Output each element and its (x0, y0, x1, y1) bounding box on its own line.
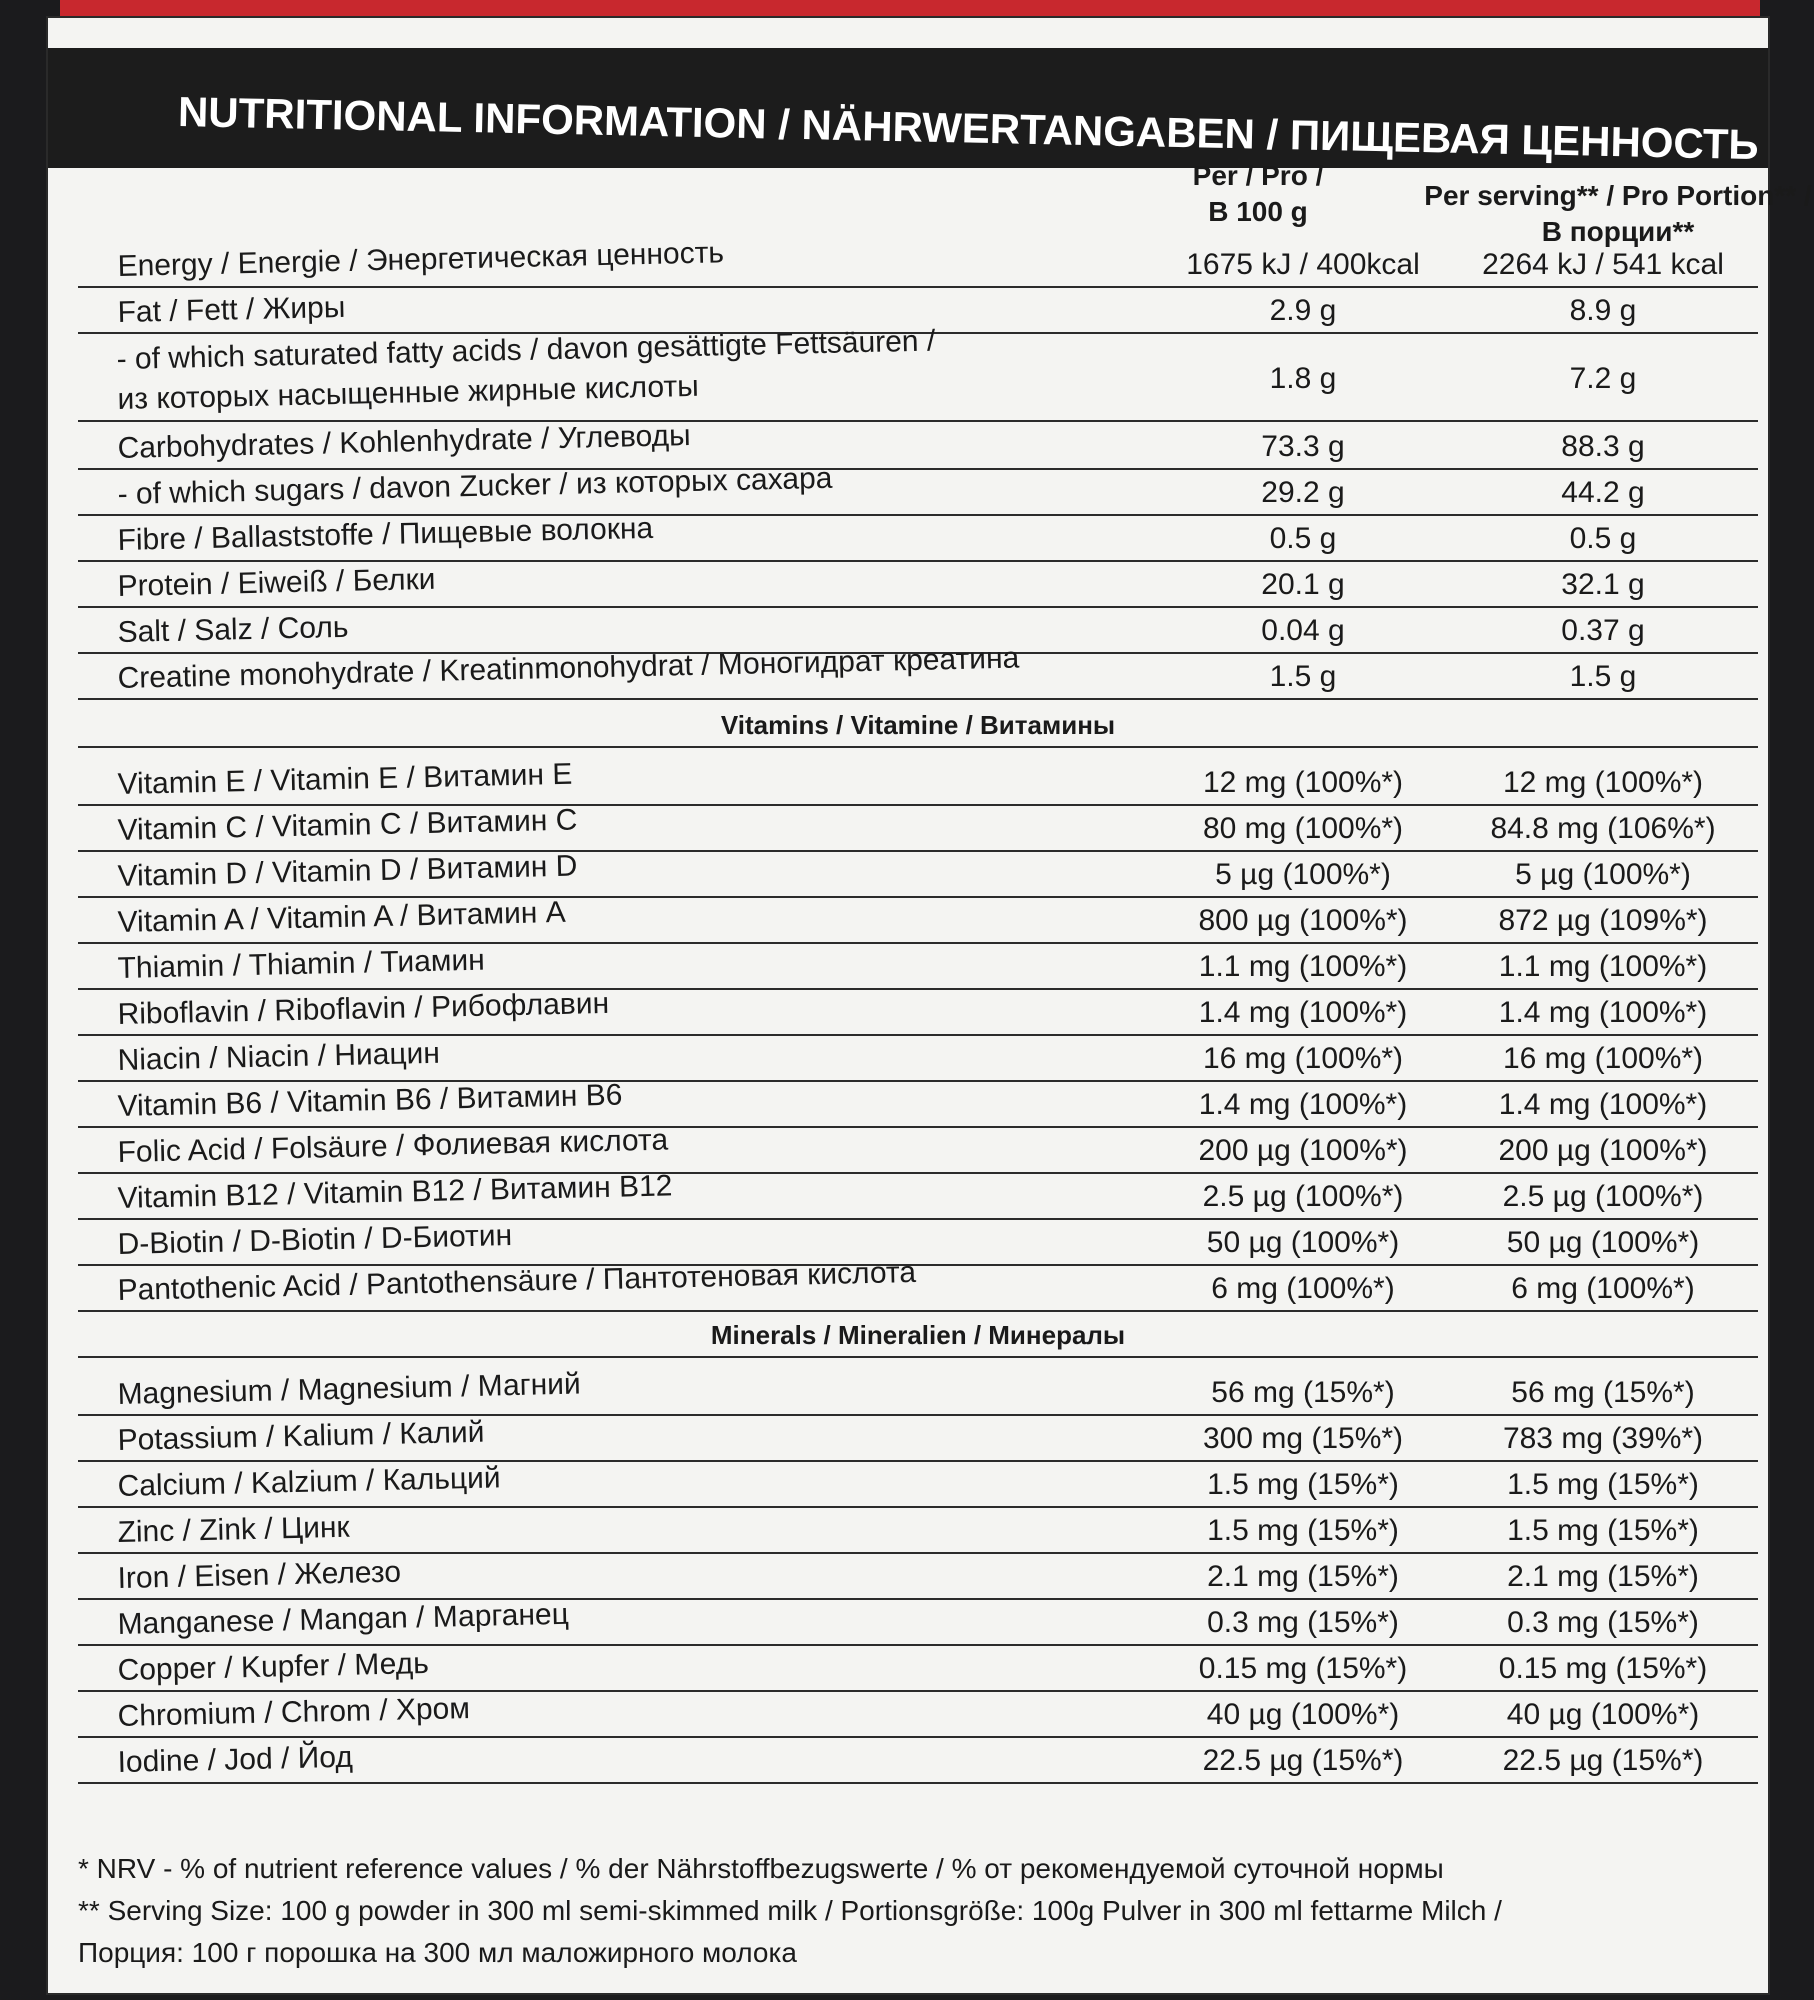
nutrient-label: Energy / Energie / Энергетическая ценность (117, 236, 725, 284)
footnote-nrv: * NRV - % of nutrient reference values / % der Nährstoffbezugswerte / % от рекомендуемой суточной нормы (78, 1853, 1444, 1884)
value-per-100g: 20.1 g (1261, 568, 1345, 601)
table-row (78, 511, 1758, 562)
value-per-serving: 6 mg (100%*) (1511, 1272, 1695, 1305)
table-row (78, 1552, 1758, 1600)
table-row (78, 1169, 1758, 1220)
table-row (78, 1123, 1758, 1174)
value-per-serving: 1.4 mg (100%*) (1498, 996, 1708, 1029)
value-per-100g: 1.5 mg (15%*) (1207, 1468, 1399, 1501)
value-per-serving: 0.5 g (1569, 522, 1637, 555)
nutrient-label: Fat / Fett / Жиры (117, 290, 346, 330)
value-per-100g: 800 µg (100%*) (1198, 904, 1408, 937)
footnote-serving-size-ru: Порция: 100 г порошка на 300 мл маложирного молока (78, 1937, 797, 1968)
table-row (78, 1080, 1758, 1128)
value-per-serving: 22.5 µg (15%*) (1502, 1744, 1704, 1777)
table-row (78, 850, 1758, 898)
value-per-100g: 5 µg (100%*) (1215, 858, 1391, 891)
value-per-serving: 872 µg (109%*) (1498, 904, 1708, 937)
value-per-serving: 1.5 mg (15%*) (1507, 1514, 1699, 1547)
table-row (78, 1460, 1758, 1508)
value-per-100g: 56 mg (15%*) (1211, 1376, 1395, 1409)
nutrient-label: Protein / Eiweiß / Белки (117, 562, 436, 604)
value-per-100g: 1675 kJ / 400kcal (1186, 248, 1420, 281)
nutrient-label: Carbohydrates / Kohlenhydrate / Углеводы (117, 419, 691, 466)
value-per-serving: 16 mg (100%*) (1502, 1042, 1704, 1075)
table-row (78, 324, 1758, 422)
table-row (78, 942, 1758, 990)
table-row (78, 896, 1758, 944)
table-row (78, 560, 1758, 608)
value-per-serving: 56 mg (15%*) (1511, 1376, 1695, 1409)
value-per-100g: 300 mg (15%*) (1202, 1422, 1404, 1455)
table-row (78, 1506, 1758, 1554)
column-header-per-100g (1188, 158, 1328, 230)
nutrient-label: Zinc / Zink / Цинк (117, 1510, 350, 1550)
value-per-100g: 22.5 µg (15%*) (1202, 1744, 1404, 1777)
value-per-100g: 0.04 g (1261, 614, 1345, 647)
value-per-serving: 50 µg (100%*) (1506, 1226, 1700, 1259)
table-row (78, 1690, 1758, 1738)
value-per-100g: 1.5 g (1269, 660, 1337, 693)
table-row (78, 461, 1758, 516)
value-per-serving: 7.2 g (1569, 362, 1637, 395)
value-per-serving: 200 µg (100%*) (1498, 1134, 1708, 1167)
value-per-serving: 8.9 g (1569, 294, 1637, 327)
nutrient-label: Iodine / Jod / Йод (117, 1740, 354, 1780)
value-per-serving: 2264 kJ / 541 kcal (1482, 248, 1724, 281)
table-row (78, 804, 1758, 852)
nutrient-label: Manganese / Mangan / Марганец (117, 1597, 570, 1642)
column-header-per-serving-line1: Per serving** / Pro Portion** / (1424, 180, 1812, 211)
value-per-serving: 1.4 mg (100%*) (1498, 1088, 1708, 1121)
value-per-100g: 0.5 g (1269, 522, 1337, 555)
table-row (78, 988, 1758, 1036)
value-per-100g: 12 mg (100%*) (1202, 766, 1404, 799)
value-per-100g: 50 µg (100%*) (1206, 1226, 1400, 1259)
nutrient-label: Calcium / Kalzium / Кальций (117, 1461, 501, 1504)
nutrient-label: Vitamin B6 / Vitamin B6 / Витамин B6 (117, 1078, 623, 1124)
nutrient-label: Potassium / Kalium / Калий (117, 1415, 485, 1458)
table-row (78, 236, 1758, 288)
value-per-serving: 88.3 g (1561, 430, 1645, 463)
value-per-100g: 1.4 mg (100%*) (1198, 996, 1408, 1029)
value-per-100g: 1.1 mg (100%*) (1198, 950, 1408, 983)
nutrient-label: Chromium / Chrom / Хром (117, 1692, 471, 1734)
value-per-serving: 2.5 µg (100%*) (1502, 1180, 1704, 1213)
value-per-serving: 783 mg (39%*) (1502, 1422, 1704, 1455)
value-per-100g: 0.15 mg (15%*) (1198, 1652, 1408, 1685)
value-per-serving: 0.15 mg (15%*) (1498, 1652, 1708, 1685)
value-per-100g: 2.9 g (1269, 294, 1337, 327)
nutrient-label: - of which sugars / davon Zucker / из которых сахара (117, 461, 833, 512)
value-per-100g: 29.2 g (1261, 476, 1345, 509)
nutrient-label: Folic Acid / Folsäure / Фолиевая кислота (117, 1123, 669, 1170)
nutrient-label: Iron / Eisen / Железо (117, 1555, 402, 1596)
page-title: NUTRITIONAL INFORMATION / NÄHRWERTANGABEN / ПИЩЕВАЯ ЦЕННОСТЬ (177, 88, 1760, 169)
nutrition-panel (48, 18, 1812, 1993)
nutrient-label: Vitamin B12 / Vitamin B12 / Витамин B12 (117, 1169, 673, 1216)
nutrient-label: Riboflavin / Riboflavin / Рибофлавин (117, 986, 610, 1032)
nutrient-label: Vitamin A / Vitamin A / Витамин A (117, 895, 567, 940)
value-per-serving: 32.1 g (1561, 568, 1645, 601)
nutrient-label: Niacin / Niacin / Ниацин (117, 1036, 441, 1078)
column-header-per-serving-line2: В порции** (1541, 216, 1695, 247)
value-per-100g: 200 µg (100%*) (1198, 1134, 1408, 1167)
value-per-serving: 0.3 mg (15%*) (1507, 1606, 1699, 1639)
value-per-100g: 16 mg (100%*) (1202, 1042, 1404, 1075)
nutrient-label: Pantothenic Acid / Pantothensäure / Пантотеновая кислота (117, 1255, 917, 1308)
value-per-serving: 40 µg (100%*) (1506, 1698, 1700, 1731)
table-row (78, 1598, 1758, 1646)
table-row (78, 419, 1758, 470)
value-per-serving: 84.8 mg (106%*) (1490, 812, 1716, 845)
nutrient-label: Copper / Kupfer / Медь (117, 1646, 430, 1688)
minerals-section-title: Minerals / Mineralien / Минералы (78, 1320, 1758, 1358)
nutrient-label: Magnesium / Magnesium / Магний (117, 1367, 582, 1412)
value-per-100g: 73.3 g (1261, 430, 1345, 463)
table-row (78, 1034, 1758, 1082)
nutrient-label: Thiamin / Thiamin / Тиамин (117, 943, 486, 986)
nutrient-label-line2: из которых насыщенные жирные кислоты (117, 369, 700, 417)
column-header-per-100g-line2: В 100 g (1208, 196, 1308, 227)
value-per-100g: 40 µg (100%*) (1206, 1698, 1400, 1731)
column-header-per-100g-line1: Per / Pro / (1192, 160, 1324, 191)
value-per-100g: 1.8 g (1269, 362, 1337, 395)
nutrient-label-line1: - of which saturated fatty acids / davon gesättigte Fettsäuren / (116, 324, 936, 377)
value-per-100g: 2.1 mg (15%*) (1207, 1560, 1399, 1593)
table-row (78, 758, 1758, 806)
nutrient-label: Fibre / Ballaststoffe / Пищевые волокна (117, 511, 654, 558)
table-row (78, 641, 1758, 700)
value-per-serving: 5 µg (100%*) (1515, 858, 1691, 891)
nutrient-label: Creatine monohydrate / Kreatinmonohydrat / Моногидрат креатина (117, 641, 1020, 696)
value-per-serving: 1.5 g (1569, 660, 1637, 693)
nutrient-label (116, 321, 936, 420)
value-per-serving: 44.2 g (1561, 476, 1645, 509)
value-per-100g: 80 mg (100%*) (1202, 812, 1404, 845)
table-row (78, 1368, 1758, 1416)
footnotes (78, 1848, 1758, 1974)
value-per-serving: 1.1 mg (100%*) (1498, 950, 1708, 983)
header-bar (48, 48, 1768, 168)
nutrient-label: Vitamin E / Vitamin E / Витамин E (117, 757, 573, 802)
table-row (78, 1736, 1758, 1784)
value-per-serving: 12 mg (100%*) (1502, 766, 1704, 799)
table-row (78, 1255, 1758, 1312)
nutrient-label: Salt / Salz / Соль (117, 610, 349, 650)
footnote-serving-size: ** Serving Size: 100 g powder in 300 ml semi-skimmed milk / Portionsgröße: 100g Pulver in 300 ml fettarme Milch / (78, 1895, 1502, 1926)
value-per-serving: 2.1 mg (15%*) (1507, 1560, 1699, 1593)
table-row (78, 1414, 1758, 1462)
table-row (78, 1644, 1758, 1692)
nutrient-label: Vitamin C / Vitamin C / Витамин C (117, 803, 578, 848)
value-per-serving: 1.5 mg (15%*) (1507, 1468, 1699, 1501)
value-per-100g: 6 mg (100%*) (1211, 1272, 1395, 1305)
vitamins-section-title: Vitamins / Vitamine / Витамины (78, 710, 1758, 748)
nutrient-label: Vitamin D / Vitamin D / Витамин D (117, 849, 578, 894)
value-per-100g: 1.4 mg (100%*) (1198, 1088, 1408, 1121)
value-per-serving: 0.37 g (1561, 614, 1645, 647)
value-per-100g: 2.5 µg (100%*) (1202, 1180, 1404, 1213)
nutrient-label: D-Biotin / D-Biotin / D-Биотин (117, 1219, 513, 1262)
table-row (78, 1218, 1758, 1266)
value-per-100g: 1.5 mg (15%*) (1207, 1514, 1399, 1547)
value-per-100g: 0.3 mg (15%*) (1207, 1606, 1399, 1639)
